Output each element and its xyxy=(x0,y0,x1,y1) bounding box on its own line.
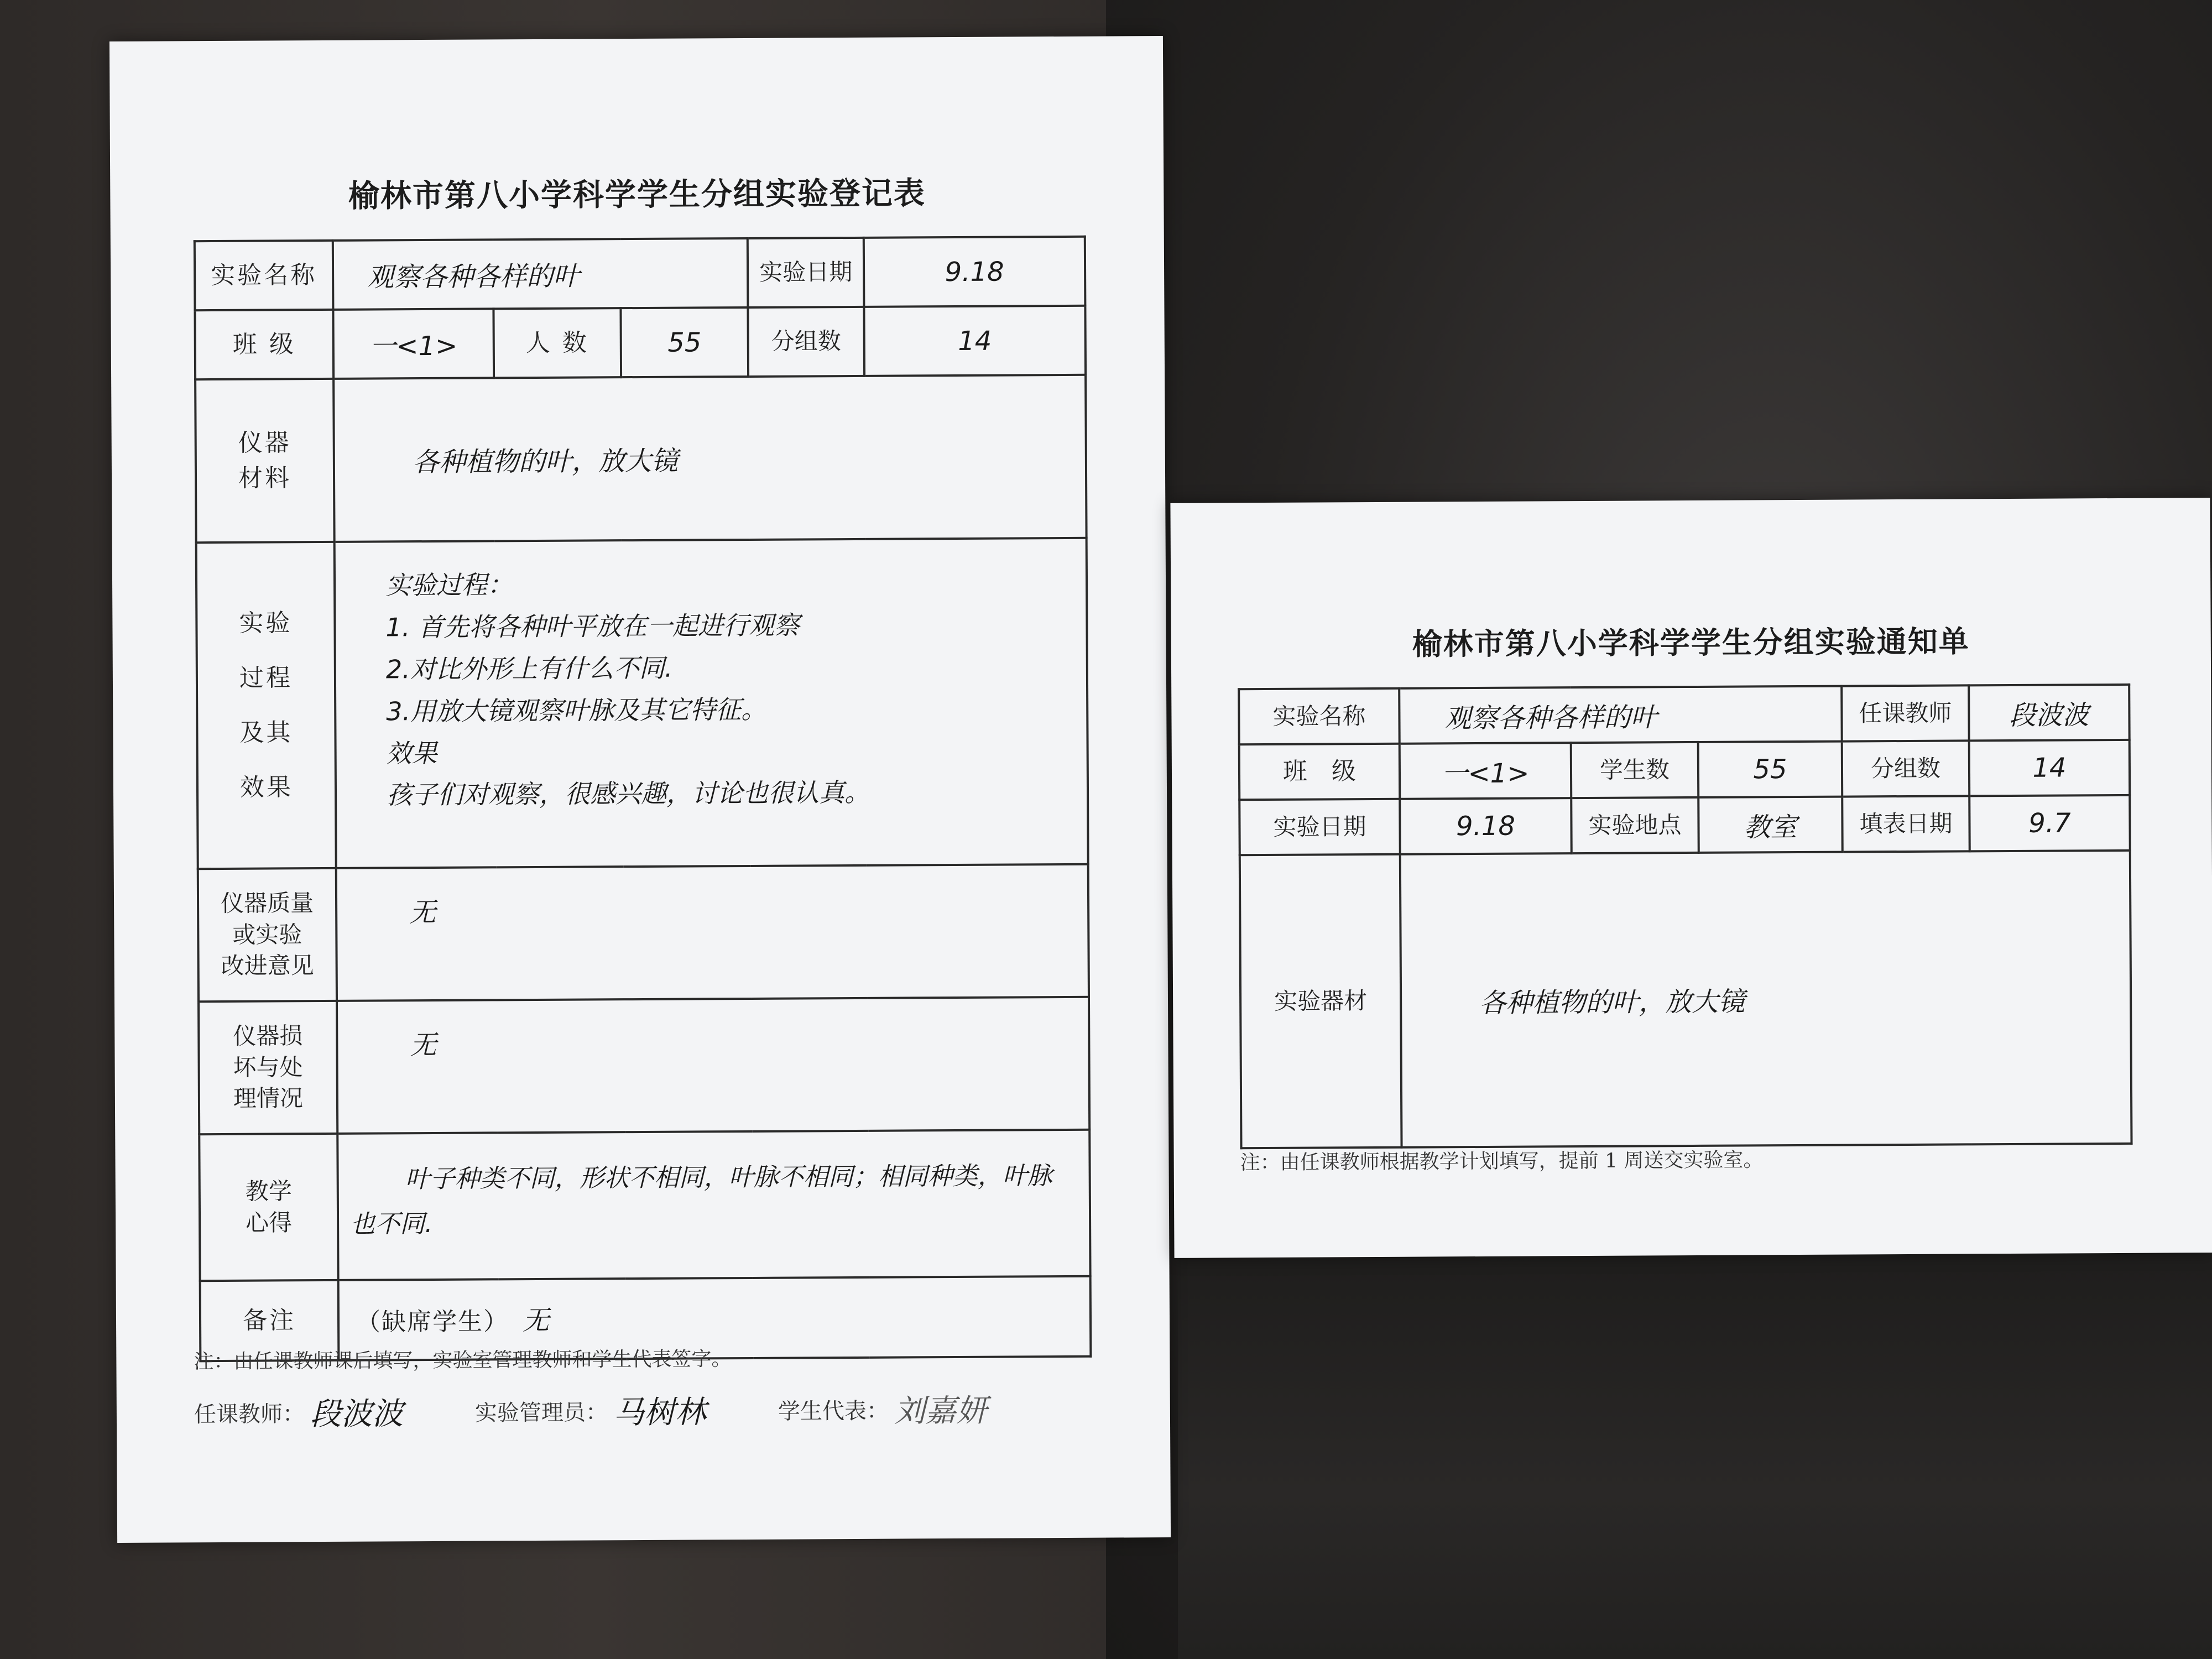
value-headcount: 55 xyxy=(620,307,748,377)
signature-lab-admin: 马树林 xyxy=(613,1394,707,1431)
notice-value-fill-date: 9.7 xyxy=(1969,795,2130,852)
notice-value-class: 一<1> xyxy=(1400,743,1572,799)
registration-form-note: 注：由任课教师课后填写，实验室管理教师和学生代表签字。 xyxy=(194,1348,732,1374)
notice-label-fill-date: 填表日期 xyxy=(1842,796,1970,852)
value-equipment: 各种植物的叶，放大镜 xyxy=(333,375,1087,542)
notice-label-experiment-name: 实验名称 xyxy=(1239,688,1400,745)
notice-value-experiment-date: 9.18 xyxy=(1400,798,1572,854)
value-experiment-name: 观察各种各样的叶 xyxy=(333,238,748,310)
label-process-line: 效果 xyxy=(239,773,294,802)
process-line: 2.对比外形上有什么不同. xyxy=(385,653,673,685)
notice-value-equipment: 各种植物的叶，放大镜 xyxy=(1400,851,2132,1147)
notice-label-student-count: 学生数 xyxy=(1571,742,1699,798)
label-absent-students: （缺席学生） xyxy=(356,1307,509,1337)
notice-form-note: 注：由任课教师根据教学计划填写，提前 1 周送交实验室。 xyxy=(1240,1149,1764,1175)
notice-form-table xyxy=(1238,684,2132,1149)
label-reflection-line: 心得 xyxy=(245,1208,293,1237)
process-line: 孩子们对观察，很感兴趣，讨论也很认真。 xyxy=(386,778,870,810)
notice-label-teacher: 任课教师 xyxy=(1841,685,1969,741)
label-process-line: 过程 xyxy=(239,664,293,692)
label-group-count: 分组数 xyxy=(748,307,864,377)
signature-teacher: 段波波 xyxy=(310,1396,404,1433)
notice-label-group-count: 分组数 xyxy=(1842,740,1970,796)
value-remarks-text: 无 xyxy=(522,1305,550,1337)
process-line: 实验过程： xyxy=(385,570,513,601)
process-line: 1. 首先将各种叶平放在一起进行观察 xyxy=(385,610,800,643)
notice-form-sheet xyxy=(1170,498,2212,1258)
label-reflection xyxy=(199,1134,338,1281)
label-process xyxy=(196,542,336,869)
notice-value-experiment-name: 观察各种各样的叶 xyxy=(1399,686,1842,744)
label-quality xyxy=(198,868,337,1001)
registration-form-table xyxy=(194,236,1092,1362)
label-experiment-name: 实验名称 xyxy=(195,241,333,310)
label-reflection-line: 教学 xyxy=(245,1177,292,1205)
value-damage: 无 xyxy=(337,997,1089,1134)
value-group-count: 14 xyxy=(864,306,1086,376)
notice-value-group-count: 14 xyxy=(1969,740,2130,796)
label-experiment-date: 实验日期 xyxy=(748,238,864,307)
notice-form-title: 榆林市第八小学科学学生分组实验通知单 xyxy=(1412,623,1970,662)
notice-value-student-count: 55 xyxy=(1698,742,1843,797)
label-damage-line: 仪器损 xyxy=(233,1022,303,1050)
label-headcount: 人 数 xyxy=(493,308,621,378)
signature-student-rep: 刘嘉妍 xyxy=(894,1392,988,1430)
label-damage xyxy=(199,1001,337,1134)
notice-value-teacher: 段波波 xyxy=(1969,685,2130,741)
label-quality-line: 仪器质量 xyxy=(220,889,314,917)
notice-label-equipment: 实验器材 xyxy=(1240,854,1402,1149)
signature-row xyxy=(194,1385,1134,1434)
label-class: 班 级 xyxy=(195,310,333,379)
notice-label-experiment-date: 实验日期 xyxy=(1239,799,1400,855)
label-damage-line: 理情况 xyxy=(233,1084,304,1113)
label-quality-line: 或实验 xyxy=(232,920,302,948)
value-experiment-date: 9.18 xyxy=(864,237,1086,307)
value-class: 一<1> xyxy=(333,309,494,379)
label-teacher: 任课教师： xyxy=(194,1401,305,1427)
label-process-line: 及其 xyxy=(239,718,293,747)
leather-pad xyxy=(1178,1244,2212,1659)
process-line: 效果 xyxy=(386,738,437,768)
notice-label-class: 班 级 xyxy=(1239,744,1400,800)
value-reflection: 叶子种类不同，形状不相同，叶脉不相同；相同种类，叶脉也不同. xyxy=(337,1130,1090,1280)
registration-form-title: 榆林市第八小学科学学生分组实验登记表 xyxy=(348,175,926,215)
notice-value-location: 教室 xyxy=(1698,797,1843,853)
label-damage-line: 坏与处 xyxy=(233,1053,303,1081)
label-equipment-line: 仪器 xyxy=(238,428,291,457)
label-quality-line: 改进意见 xyxy=(221,952,314,980)
label-equipment xyxy=(195,379,335,542)
notice-label-location: 实验地点 xyxy=(1571,797,1699,853)
process-line: 3.用放大镜观察叶脉及其它特征。 xyxy=(386,694,767,727)
label-student-rep: 学生代表： xyxy=(778,1398,889,1425)
value-process xyxy=(335,538,1088,868)
label-process-line: 实验 xyxy=(239,609,293,638)
label-lab-admin: 实验管理员： xyxy=(474,1399,608,1426)
registration-form-sheet xyxy=(109,36,1171,1543)
label-equipment-line: 材料 xyxy=(238,463,292,493)
value-quality: 无 xyxy=(336,864,1089,1001)
label-remarks: 备注 xyxy=(200,1280,339,1361)
